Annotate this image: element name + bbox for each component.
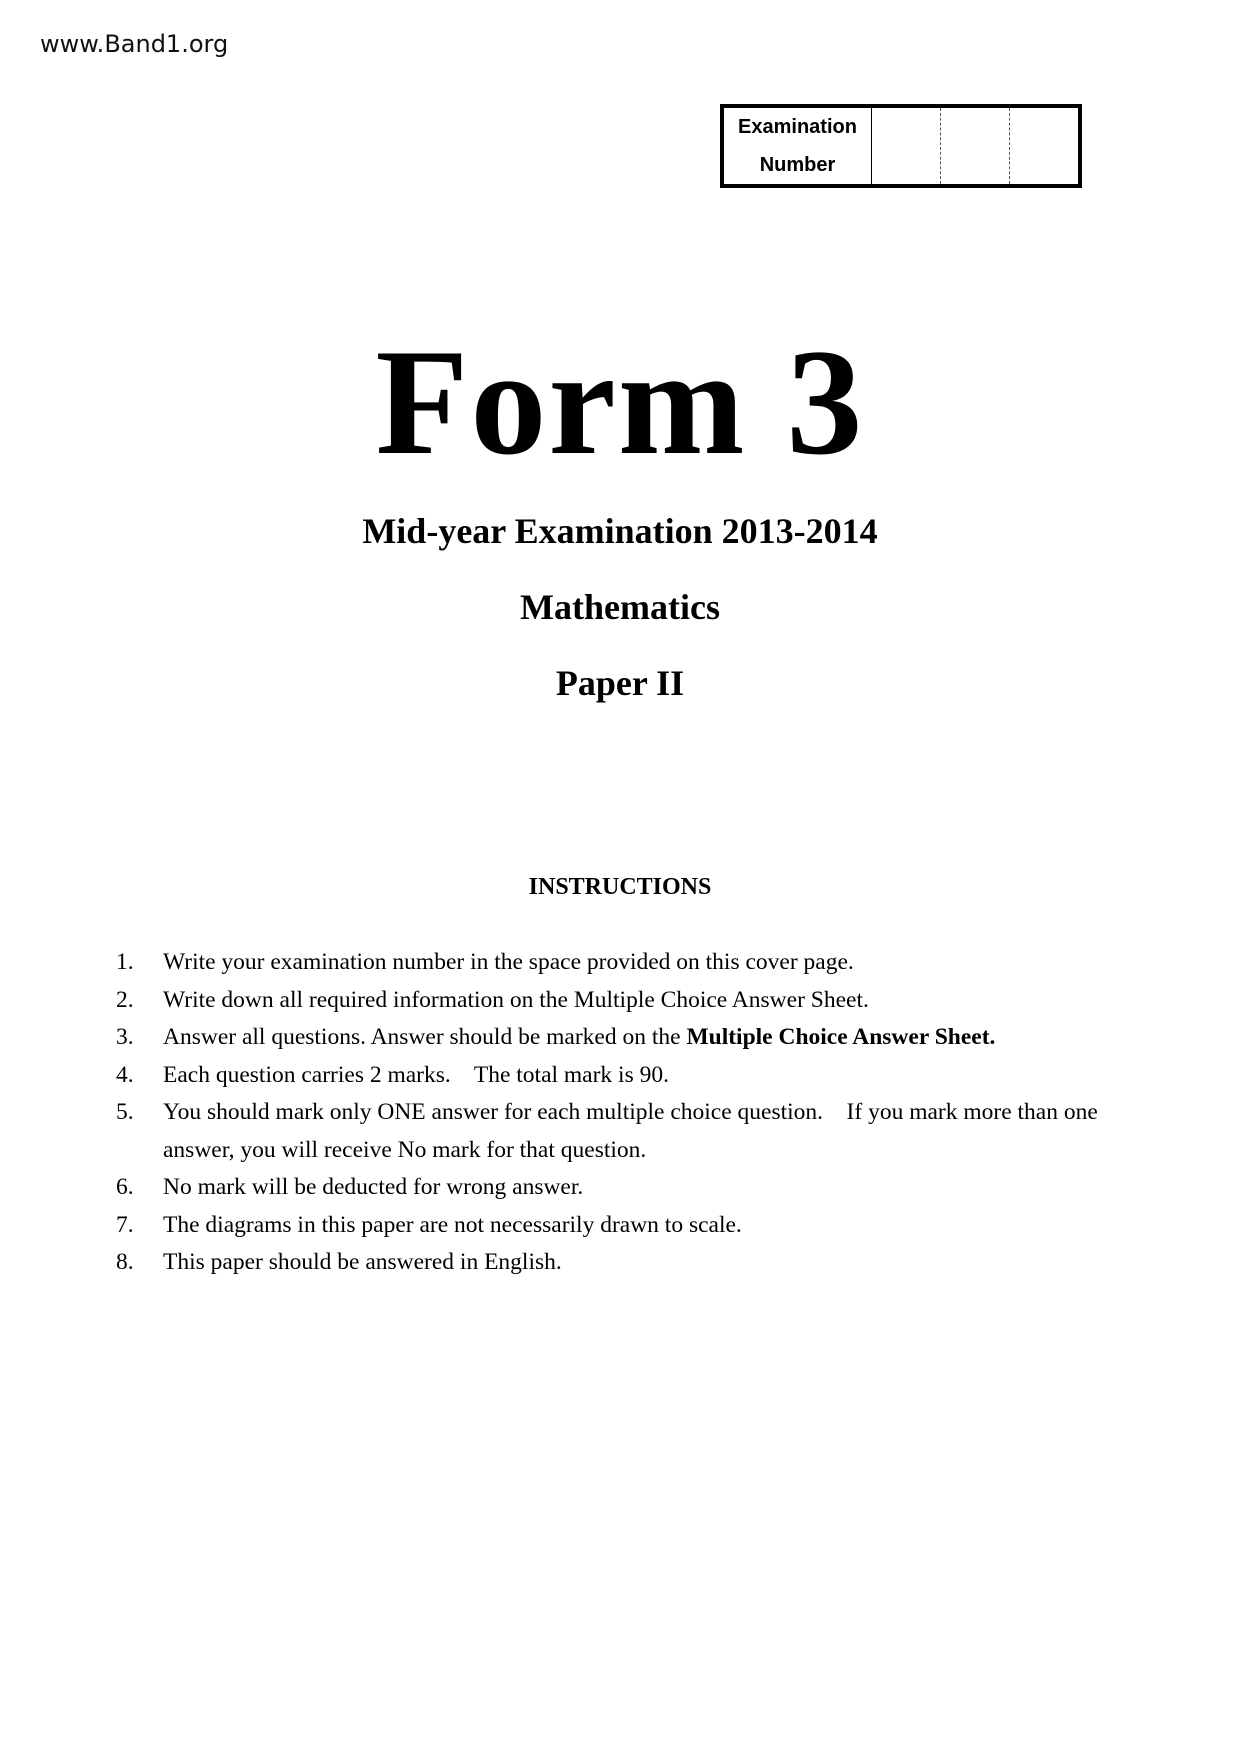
item-number: 3. [116, 1024, 134, 1050]
subject-name: Mathematics [520, 587, 720, 627]
instructions-heading: INSTRUCTIONS [528, 874, 712, 900]
item-number: 1. [116, 949, 134, 975]
list-item [116, 982, 1136, 1020]
list-item [116, 944, 1136, 982]
list-item [116, 1019, 1136, 1057]
list-item [116, 1244, 1136, 1282]
item-text: Each question carries 2 marks. The total mark is 90. [163, 1061, 669, 1088]
list-item [116, 1169, 1136, 1207]
paper-number: Paper II [555, 663, 685, 703]
exam-number-digit-box[interactable] [941, 108, 1010, 184]
exam-number-digit-box[interactable] [872, 108, 941, 184]
examination-number-label [724, 108, 872, 184]
list-item [116, 1057, 1136, 1095]
item-text-wrapper [163, 1019, 1136, 1057]
instructions-list [116, 944, 1136, 1282]
exam-label-line1: Examination [738, 116, 857, 138]
exam-label-line2: Number [759, 154, 836, 176]
page-title: Form 3 [375, 318, 865, 486]
item-number: 4. [116, 1061, 134, 1088]
item-text-emphasis: Multiple Choice Answer Sheet. [686, 1024, 996, 1050]
item-text: The diagrams in this paper are not necessarily drawn to scale. [163, 1211, 742, 1238]
item-number: 5. [116, 1099, 134, 1125]
item-number: 6. [116, 1174, 134, 1200]
item-number: 8. [116, 1249, 134, 1275]
item-number: 2. [116, 986, 134, 1013]
watermark-url: www.Band1.org [40, 30, 229, 58]
item-number: 7. [116, 1211, 134, 1238]
item-text: Write your examination number in the space provided on this cover page. [163, 949, 854, 975]
list-item [116, 1094, 1136, 1169]
item-text: No mark will be deducted for wrong answer. [163, 1174, 584, 1200]
exam-number-digit-box[interactable] [1010, 108, 1078, 184]
item-text: This paper should be answered in English. [163, 1249, 562, 1275]
item-text: Write down all required information on the Multiple Choice Answer Sheet. [163, 986, 869, 1013]
list-item [116, 1207, 1136, 1245]
exam-subtitle: Mid-year Examination 2013-2014 [362, 511, 878, 551]
item-text: You should mark only ONE answer for each multiple choice question. If you mark more than one answer, you will receive No mark for that question. [163, 1099, 1104, 1163]
examination-number-box [720, 104, 1082, 188]
item-text: Answer all questions. Answer should be marked on the [163, 1024, 687, 1050]
